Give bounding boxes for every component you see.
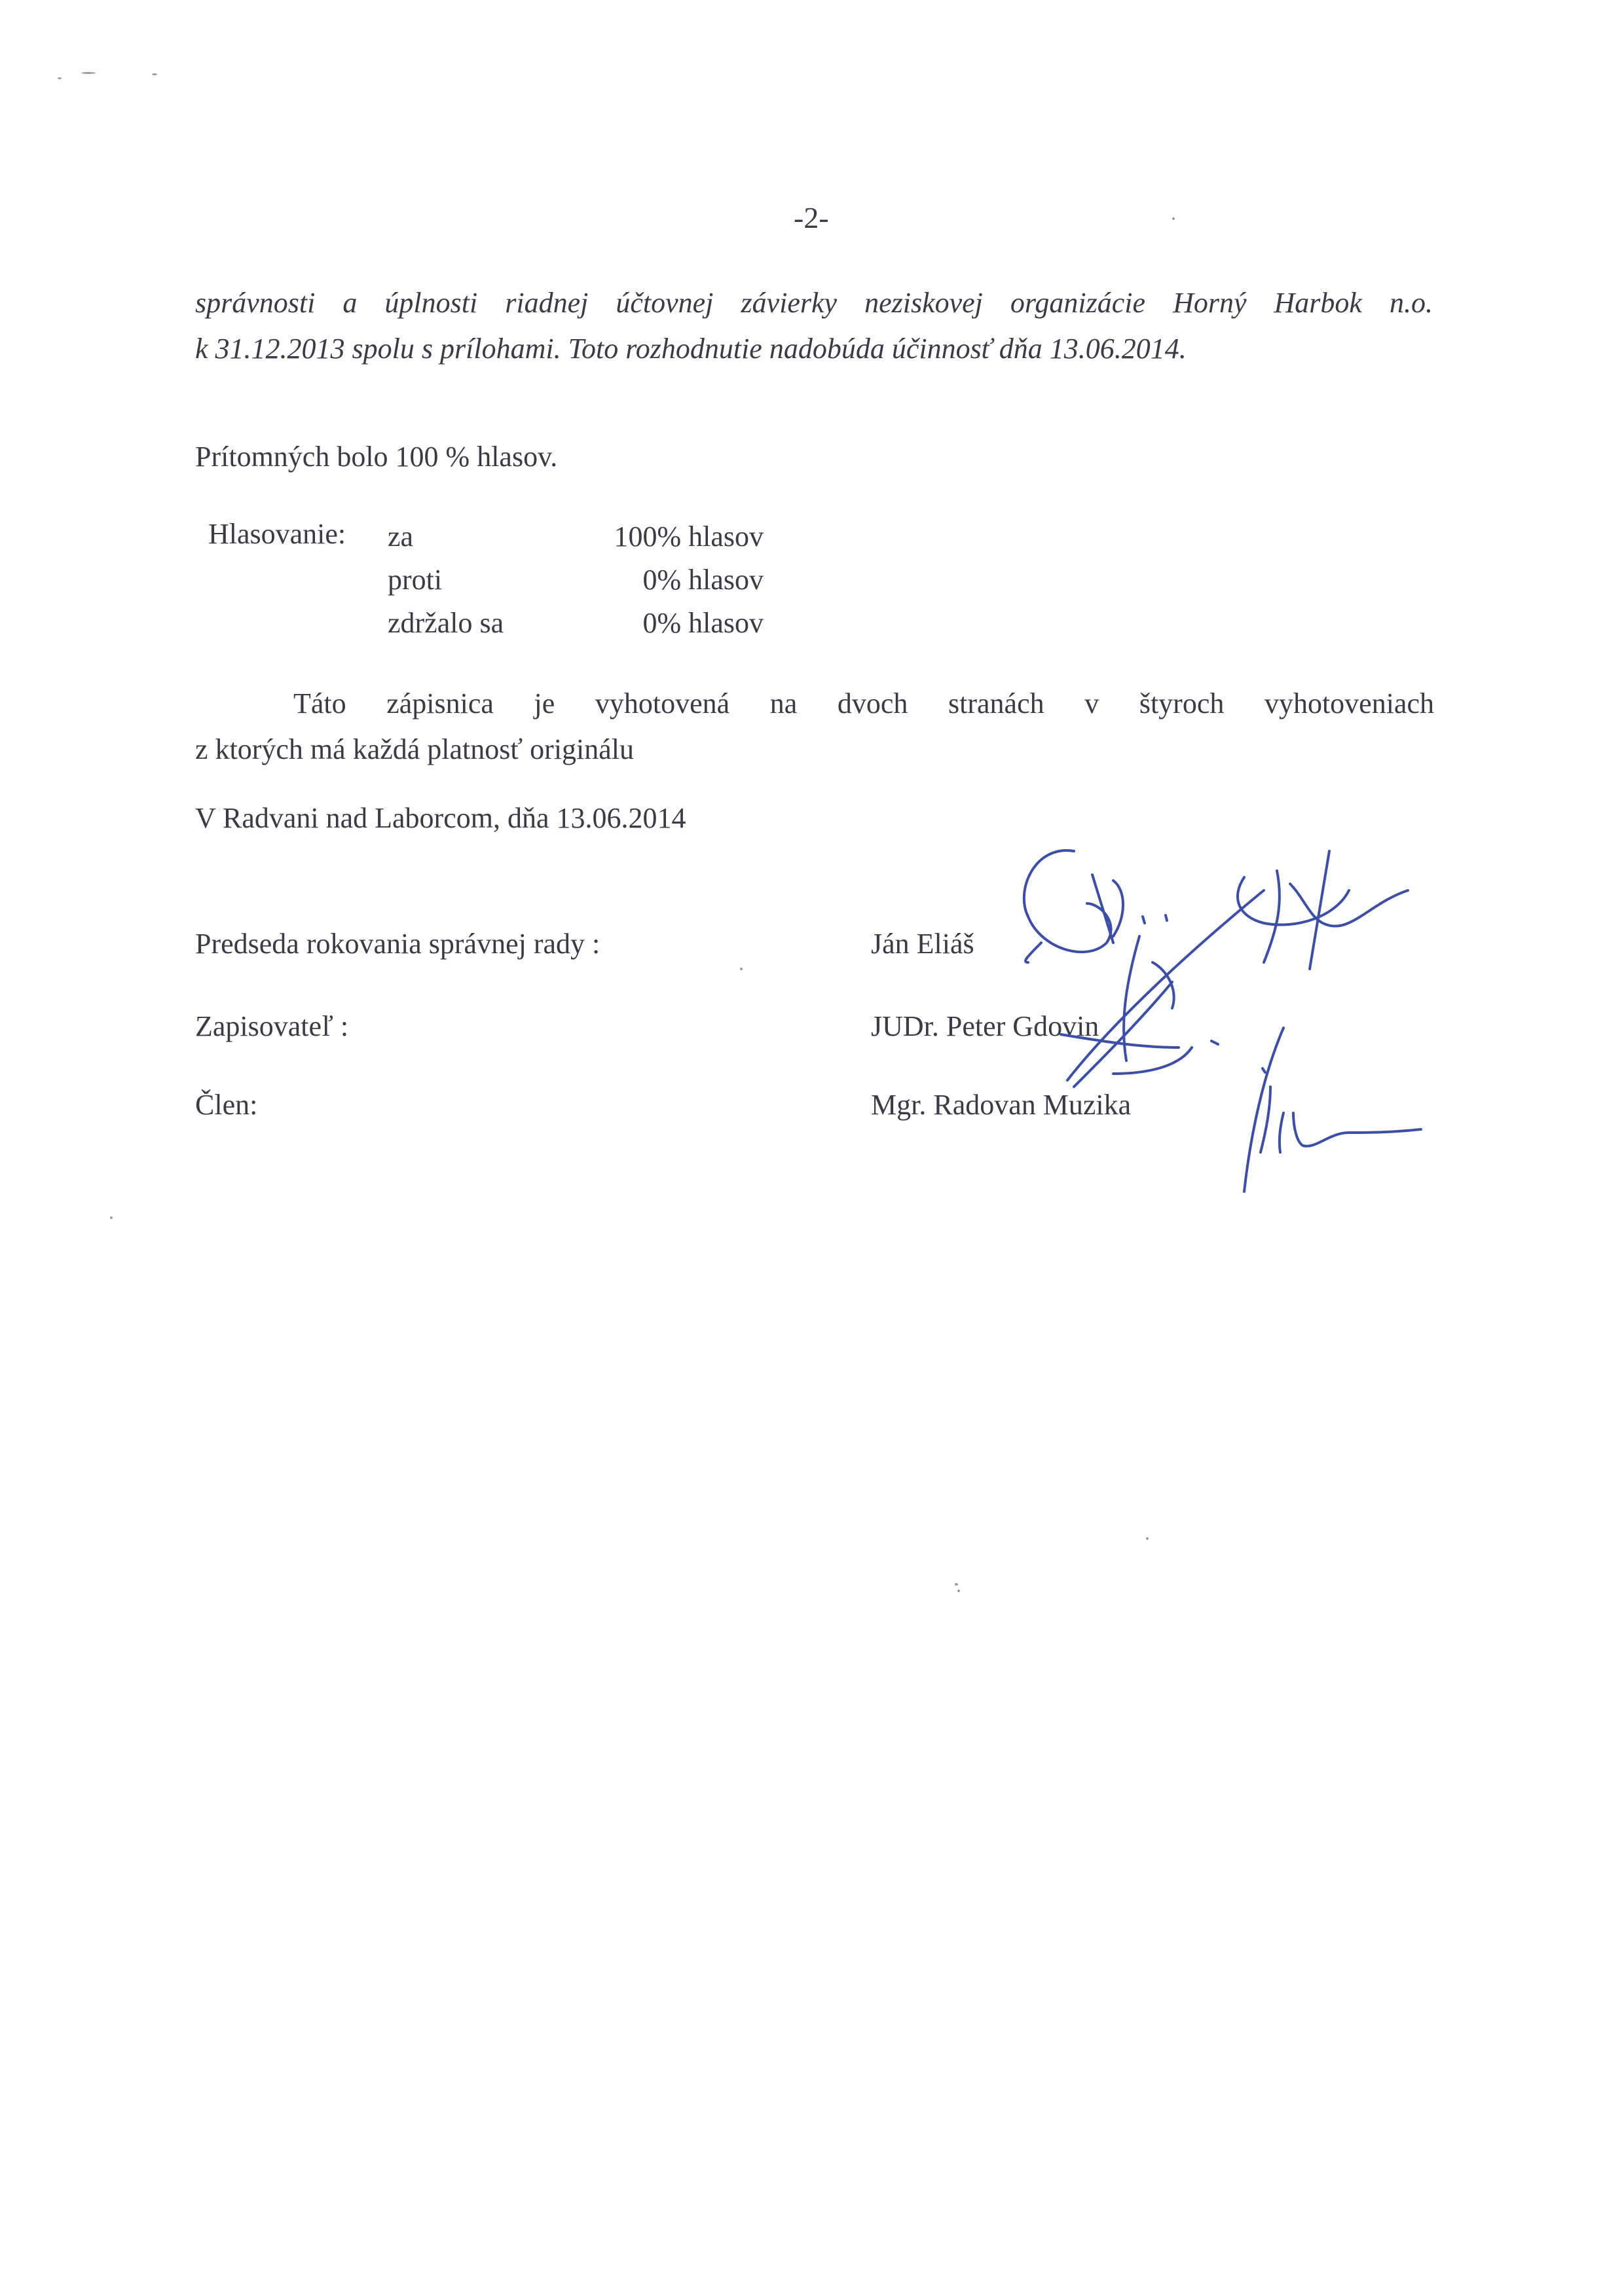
closing-paragraph (195, 681, 1434, 773)
intro-line-2: k 31.12.2013 spolu s prílohami. Toto rozhodnutie nadobúda účinnosť dňa 13.06.2014. (195, 333, 1187, 365)
scan-speck (1172, 217, 1175, 220)
intro-line-1: správnosti a úplnosti riadnej účtovnej závierky neziskovej organizácie Horný Harbok n.o. (195, 287, 1433, 319)
scan-speck (740, 968, 743, 970)
name-chairman: Ján Eliáš (871, 928, 974, 960)
name-member: Mgr. Radovan Muzika (871, 1089, 1132, 1121)
vote-value-for: 100% hlasov (614, 520, 764, 553)
scan-speck (58, 77, 62, 79)
role-recorder: Zapisovateľ : (195, 1010, 349, 1042)
vote-value-against: 0% hlasov (642, 564, 764, 596)
scan-speck (957, 1590, 960, 1592)
scan-speck (955, 1583, 958, 1586)
closing-line-1: Táto zápisnica je vyhotovená na dvoch stranách v štyroch vyhotoveniach (293, 687, 1434, 720)
vote-value-abstain: 0% hlasov (642, 607, 764, 639)
scan-speck (81, 72, 96, 74)
scan-speck (110, 1216, 113, 1219)
attendance-statement: Prítomných bolo 100 % hlasov. (195, 441, 558, 473)
place-and-date: V Radvani nad Laborcom, dňa 13.06.2014 (195, 802, 686, 834)
vote-option-for: za (388, 520, 414, 553)
vote-option-against: proti (388, 564, 443, 596)
page-number: -2- (794, 201, 829, 234)
chairman-signature (1024, 850, 1167, 952)
member-signature (1244, 1028, 1421, 1192)
voting-label: Hlasovanie: (208, 518, 346, 550)
recorder-signature (1061, 851, 1408, 1087)
scan-speck (152, 73, 157, 75)
role-member: Člen: (195, 1089, 258, 1121)
closing-line-2: z ktorých má každá platnosť originálu (195, 733, 635, 765)
scan-speck (1146, 1537, 1149, 1540)
role-chairman: Predseda rokovania správnej rady : (195, 928, 600, 960)
name-recorder: JUDr. Peter Gdovin (871, 1010, 1099, 1042)
intro-paragraph (195, 280, 1439, 372)
vote-option-abstain: zdržalo sa (388, 607, 504, 639)
